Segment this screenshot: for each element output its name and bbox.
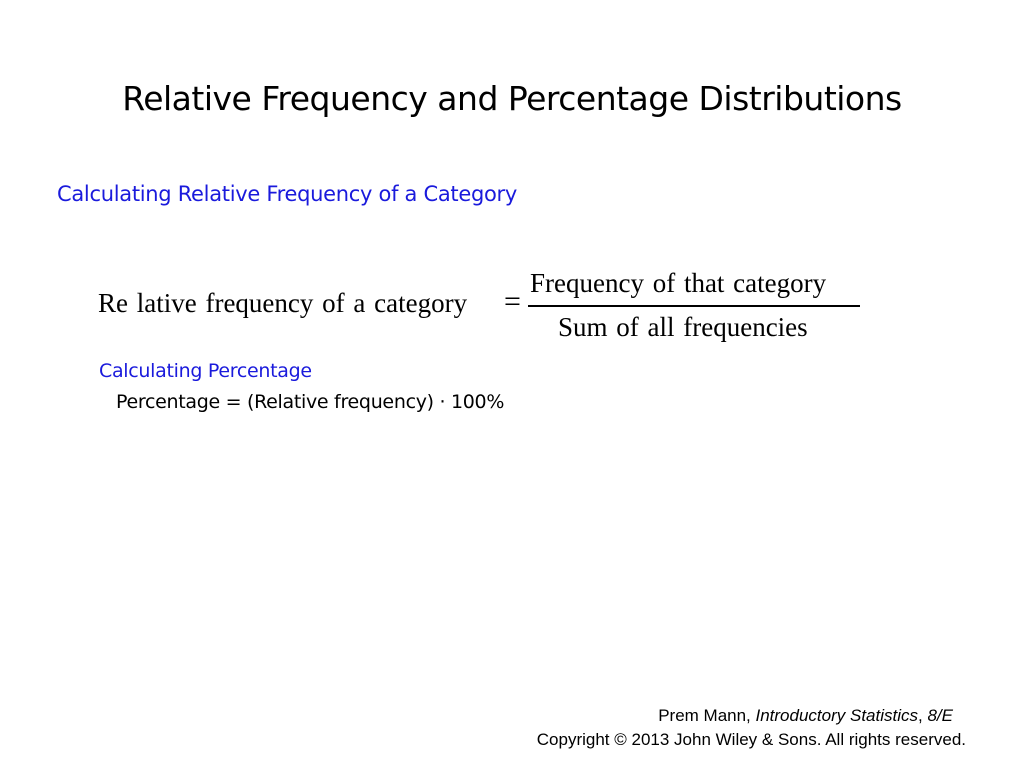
footer-edition: 8/E xyxy=(927,706,953,725)
footer-author: Prem Mann, xyxy=(658,706,756,725)
footer-copyright: Copyright © 2013 John Wiley & Sons. All rights reserved. xyxy=(536,730,966,749)
footer-separator: , xyxy=(918,706,928,725)
fraction-bar xyxy=(528,305,860,307)
formula-numerator: Frequency of that category xyxy=(530,268,827,298)
slide-title: Relative Frequency and Percentage Distributions xyxy=(122,79,902,118)
formula-lhs: Re lative frequency of a category xyxy=(98,288,468,318)
section-heading-percentage: Calculating Percentage xyxy=(99,360,312,382)
percentage-formula: Percentage = (Relative frequency) · 100% xyxy=(116,391,505,413)
formula-equals-sign: = xyxy=(504,285,521,318)
section-heading-relative-frequency: Calculating Relative Frequency of a Category xyxy=(57,182,518,206)
footer-book-title: Introductory Statistics xyxy=(755,706,919,725)
footer-book-credit xyxy=(537,704,966,728)
formula-denominator: Sum of all frequencies xyxy=(558,312,808,342)
relative-frequency-formula xyxy=(98,268,868,348)
footer-citation xyxy=(537,704,966,752)
